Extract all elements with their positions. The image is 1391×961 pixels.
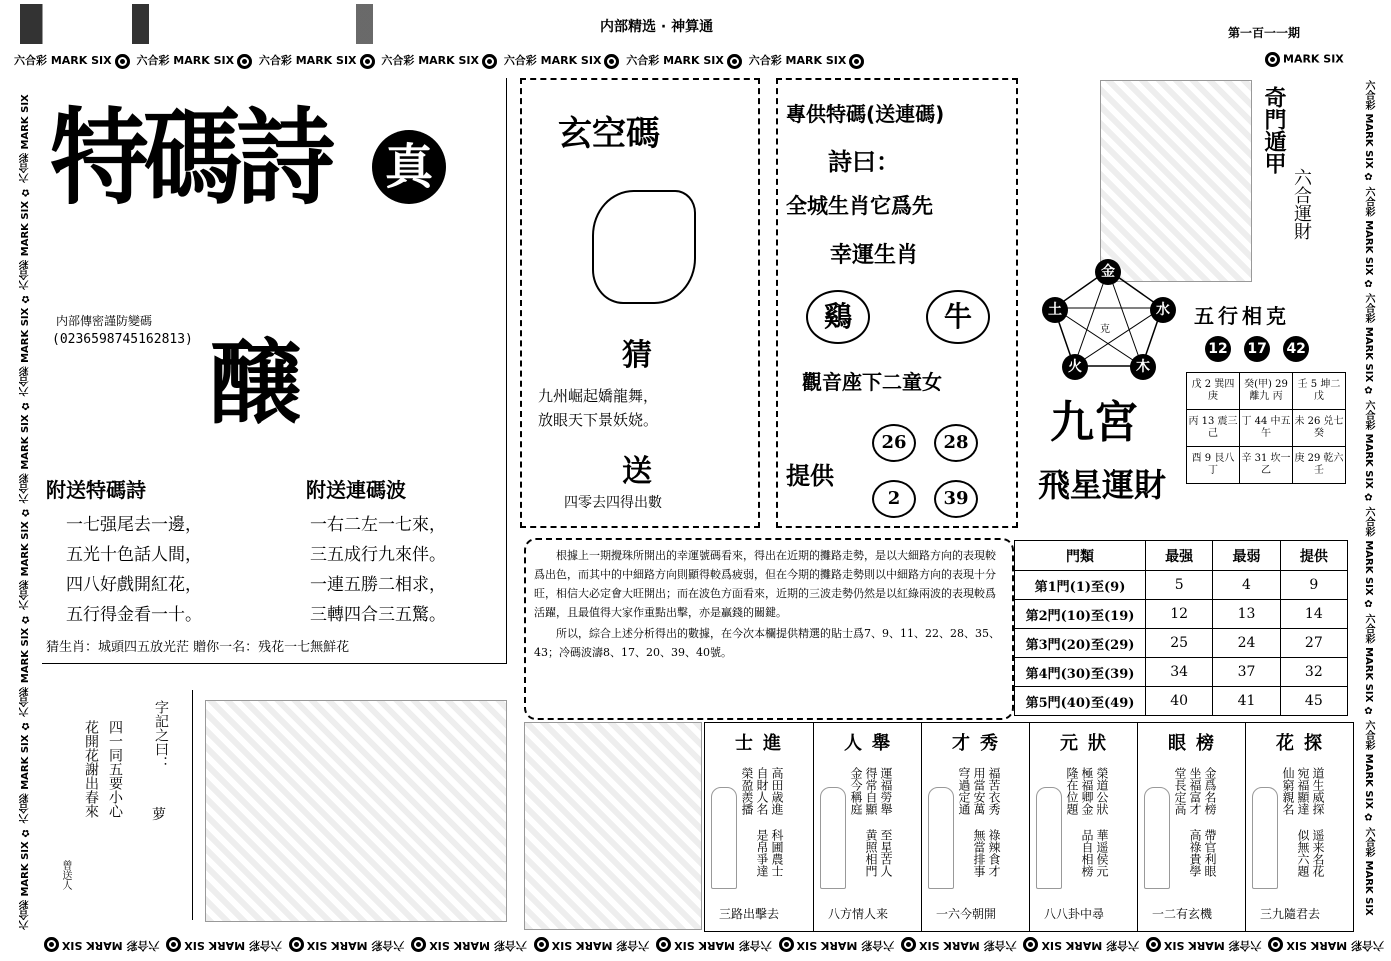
table-cell: 25: [1146, 629, 1213, 658]
table-cell: 27: [1280, 629, 1347, 658]
bottom-col: [1245, 723, 1352, 931]
sage-illustration: [524, 722, 702, 930]
wuxing-title: 五行相克: [1194, 304, 1290, 328]
table-cell: 13: [1213, 600, 1280, 629]
bottom-col-lines: 金爲名榜 帶官利眼 坐福富才 高祿貴學 堂長定高: [1173, 767, 1217, 877]
wuxing-node: 金: [1095, 259, 1121, 285]
left-strip: 六合彩 MARK SIX ✿ 六合彩 MARK SIX ✿ 六合彩 MARK SIX ✿ 六合彩 MARK SIX ✿ 六合彩 MARK SIX ✿ 六合彩 MARK SIX ✿ 六合彩 MARK SIX ✿ 六合彩 MARK SIX: [20, 94, 31, 930]
door-table: [1014, 540, 1348, 716]
signature: 曾送人: [60, 860, 71, 890]
jiugong-cell: 酉 9 艮八 丁: [1187, 447, 1240, 484]
bottom-col-lines: 運福勞舉 至星苦人 得常自顯 黄照相門 金今稱庭: [849, 767, 893, 877]
bottom-col-figure: [1252, 787, 1278, 889]
bottom-col-figure: [1036, 787, 1062, 889]
bottom-col-lines: 榮道公狀 華遥侯元 極福卿金 品自相榜 隆在位題: [1065, 767, 1109, 877]
bottom-col: [1137, 723, 1246, 931]
table-row: [1015, 600, 1348, 629]
bottom-col-footer: 八八卦中尋: [1044, 907, 1105, 921]
bottom-col-figure: [711, 787, 737, 889]
poem2-line: 一連五勝二相求，: [310, 575, 446, 595]
bottom-col-footer: 三九隨君去: [1260, 907, 1321, 921]
guanyin-line: 觀音座下二童女: [802, 370, 942, 394]
zi-ji-char: 萝: [152, 807, 166, 823]
bottom-col-lines: 福苦衣秀 祿辣食才 用當安萬 無當排事 穹過定通: [957, 767, 1001, 877]
poem2-title: 附送連碼波: [306, 478, 406, 502]
table-header: 最弱: [1213, 541, 1280, 571]
xuankong-guess-text: [538, 384, 658, 432]
xuankong-guess-line: 放眼天下景妖娆。: [538, 411, 659, 429]
poem1-line: 五行得金看一十。: [66, 605, 202, 625]
xuankong-calligraphy: [592, 190, 696, 304]
table-cell: 第1門(1)至(9): [1015, 571, 1146, 600]
table-row: [1015, 571, 1348, 600]
jiugong-grid: [1186, 372, 1346, 484]
analysis-para1: 根據上一期攪珠所開出的幸運號碼看來，得出在近期的攤路走勢，是以大細路方向的表現較爲出色，而其中的中細路方向則顯得較爲疲弱，但在今期的攤路走勢則以中細路方向的表現十分旺，相信大必定會大旺開出；而在波色方面看來，近期的三波走勢仍然是以紅綠兩波的表現較爲活躍，且最值得大家作重點出擊，亦是贏錢的關鍵。: [534, 549, 996, 619]
jiugong-cell: 庚 29 乾六 壬: [1293, 447, 1346, 484]
jiugong-cell: 戊 2 巽四 庚: [1187, 373, 1240, 410]
table-cell: 第5門(40)至(49): [1015, 687, 1146, 716]
scholar-illustration: [205, 700, 507, 922]
poem2-line: 一右二左一七來，: [310, 515, 446, 535]
bottom-col-title: 士進: [735, 733, 791, 754]
xuankong-title: 玄空碼: [558, 114, 660, 154]
wuxing-node: 土: [1042, 297, 1068, 323]
wuxing-nums: [1205, 336, 1309, 362]
table-cell: 第4門(30)至(39): [1015, 658, 1146, 687]
provide-number: 28: [934, 424, 978, 462]
bottom-col-footer: 一六今朝開: [936, 907, 997, 921]
qimen-illustration: [1100, 80, 1252, 282]
big-title: 特碼詩: [50, 97, 330, 219]
bottom-col-figure: [1144, 787, 1170, 889]
big-title-badge: 真: [372, 130, 446, 204]
jiugong-cell: 壬 5 坤二 戊: [1293, 373, 1346, 410]
bottom-col: [1029, 723, 1138, 931]
wuxing-num: 12: [1205, 336, 1231, 362]
table-cell: 41: [1213, 687, 1280, 716]
table-row: [1015, 629, 1348, 658]
poem1-line: 一七强尾去一邊，: [66, 515, 202, 535]
table-cell: 4: [1213, 571, 1280, 600]
bottom-col-title: 人舉: [844, 733, 900, 754]
right-strip: 六合彩 MARK SIX ✿ 六合彩 MARK SIX ✿ 六合彩 MARK SIX ✿ 六合彩 MARK SIX ✿ 六合彩 MARK SIX ✿ 六合彩 MARK SIX ✿ 六合彩 MARK SIX ✿ 六合彩 MARK SIX: [1363, 80, 1374, 916]
table-row: [1015, 687, 1348, 716]
table-header: 最强: [1146, 541, 1213, 571]
table-cell: 24: [1213, 629, 1280, 658]
jiugong-title: 九宮: [1050, 397, 1138, 448]
table-cell: 第3門(20)至(29): [1015, 629, 1146, 658]
provide-label: 提供: [786, 462, 834, 490]
table-row: [1015, 658, 1348, 687]
issue-number: 第一百一一期: [1228, 26, 1301, 40]
wuxing-node: 水: [1150, 297, 1176, 323]
table-cell: 34: [1146, 658, 1213, 687]
table-header: 提供: [1280, 541, 1347, 571]
poem2-lines: [310, 510, 446, 630]
provide-number: 39: [934, 480, 978, 518]
table-cell: 14: [1280, 600, 1347, 629]
zodiac-left: 鷄: [806, 290, 870, 344]
special-poem-label: 詩曰：: [828, 148, 900, 176]
bottom-col-footer: 八方情人来: [828, 907, 889, 921]
jiugong-cell: 未 26 兑七 癸: [1293, 410, 1346, 447]
jiugong-cell: 丙 13 震三 己: [1187, 410, 1240, 447]
bottom-col-lines: 高田歳進 科圃農士 自財人名 是帛爭達 榮盈羨播: [740, 767, 784, 877]
top-strip-right: MARK SIX: [1262, 52, 1382, 72]
bottom-col-lines: 道生威探 遥来名花 宛福顯達 似無六題 仙窮親名: [1281, 767, 1325, 877]
bottom-col-title: 花探: [1276, 733, 1332, 754]
jiugong-cell: 辛 31 坎一 乙: [1240, 447, 1293, 484]
bottom-col-figure: [820, 787, 846, 889]
liuhe-title: 六合運財: [1291, 168, 1312, 240]
big-char: 醸: [210, 329, 303, 437]
bottom-strip: 六合彩 MARK SIX 六合彩 MARK SIX 六合彩 MARK SIX 六合彩 MARK SIX 六合彩 MARK SIX 六合彩 MARK SIX 六合彩 MARK SIX 六合彩 MARK SIX 六合彩 MARK SIX 六合彩 MARK SIX 六合彩 MARK SIX: [14, 934, 1384, 954]
bottom-columns: [704, 722, 1354, 932]
jiugong-cell: 癸(甲) 29 離九 丙: [1240, 373, 1293, 410]
xuankong-send-text: 四零去四得出數: [564, 495, 662, 511]
poem1-lines: [66, 510, 202, 630]
zi-ji-label: 字記之曰：: [153, 700, 169, 770]
bottom-col-title: 眼榜: [1168, 733, 1224, 754]
poem2-line: 三五成行九來伴。: [310, 545, 446, 565]
zodiac-right: 牛: [926, 290, 990, 344]
bottom-col: [705, 723, 813, 931]
table-cell: 45: [1280, 687, 1347, 716]
table-cell: 32: [1280, 658, 1347, 687]
bottom-col-footer: 一二有玄機: [1152, 907, 1213, 921]
bottom-col-footer: 三路出擊去: [719, 907, 780, 921]
wuxing-node: 木: [1130, 354, 1156, 380]
poem1-line: 五光十色話人間，: [66, 545, 202, 565]
xuankong-send-label: 送: [622, 454, 652, 489]
bottom-col-figure: [928, 787, 954, 889]
bottom-col: [921, 723, 1030, 931]
analysis-para2: 所以，綜合上述分析得出的數據，在今次本欄提供精選的貼士爲7、9、11、22、28、35、43；冷碼波濤8、17、20、39、40號。: [534, 627, 1000, 659]
table-cell: 5: [1146, 571, 1213, 600]
vertical-poem-col: 四一同五要小心: [107, 720, 123, 818]
poem1-line: 四八好戲開紅花，: [66, 575, 202, 595]
table-header: 門類: [1015, 541, 1146, 571]
vertical-poem-col: 花開花謝出春來: [83, 720, 99, 818]
table-cell: 第2門(10)至(19): [1015, 600, 1146, 629]
wuxing-num: 42: [1283, 336, 1309, 362]
header-brush-decoration: [20, 4, 580, 44]
poem1-title: 附送特碼詩: [46, 478, 146, 502]
vertical-poem-block: [62, 690, 193, 920]
bottom-col-title: 才秀: [952, 733, 1008, 754]
table-cell: 12: [1146, 600, 1213, 629]
wuxing-node: 火: [1062, 354, 1088, 380]
left-panel: [42, 78, 507, 664]
provide-number: 26: [872, 424, 916, 462]
jiugong-cell: 丁 44 中五 午: [1240, 410, 1293, 447]
bottom-col-title: 元狀: [1060, 733, 1116, 754]
top-strip: 六合彩 MARK SIX 六合彩 MARK SIX 六合彩 MARK SIX 六合彩 MARK SIX 六合彩 MARK SIX 六合彩 MARK SIX 六合彩 MARK SIX: [14, 52, 904, 72]
qimen-title: 奇門遁甲: [1261, 86, 1286, 174]
secret-code: (0236598745162813): [52, 332, 193, 347]
lucky-label: 幸運生肖: [830, 243, 919, 268]
special-box: [776, 78, 1018, 528]
xuankong-guess-line: 九州崛起嬌龍舞，: [538, 387, 659, 405]
special-title: 專供特碼(送連碼): [786, 102, 945, 126]
provide-number: 2: [872, 480, 916, 518]
special-poem-line: 全城生肖它爲先: [786, 194, 933, 218]
wuxing-center: 克: [1100, 324, 1110, 335]
xuankong-box: [520, 78, 760, 528]
guess-line: 猜生肖：城頭四五放光茫 贈你一名：残花一七無鮮花: [46, 640, 350, 655]
table-cell: 40: [1146, 687, 1213, 716]
table-cell: 37: [1213, 658, 1280, 687]
feixing-title: 飛星運財: [1038, 466, 1167, 504]
analysis-box: [524, 538, 1014, 720]
bottom-col: [813, 723, 922, 931]
header-title: 内部精选 · 神算通: [600, 19, 714, 35]
poem2-line: 三轉四合三五驚。: [310, 605, 446, 625]
secret-label: 内部傳密謹防變碼: [56, 314, 153, 328]
table-cell: 9: [1280, 571, 1347, 600]
wuxing-num: 17: [1244, 336, 1270, 362]
xuankong-guess-label: 猜: [622, 338, 652, 373]
